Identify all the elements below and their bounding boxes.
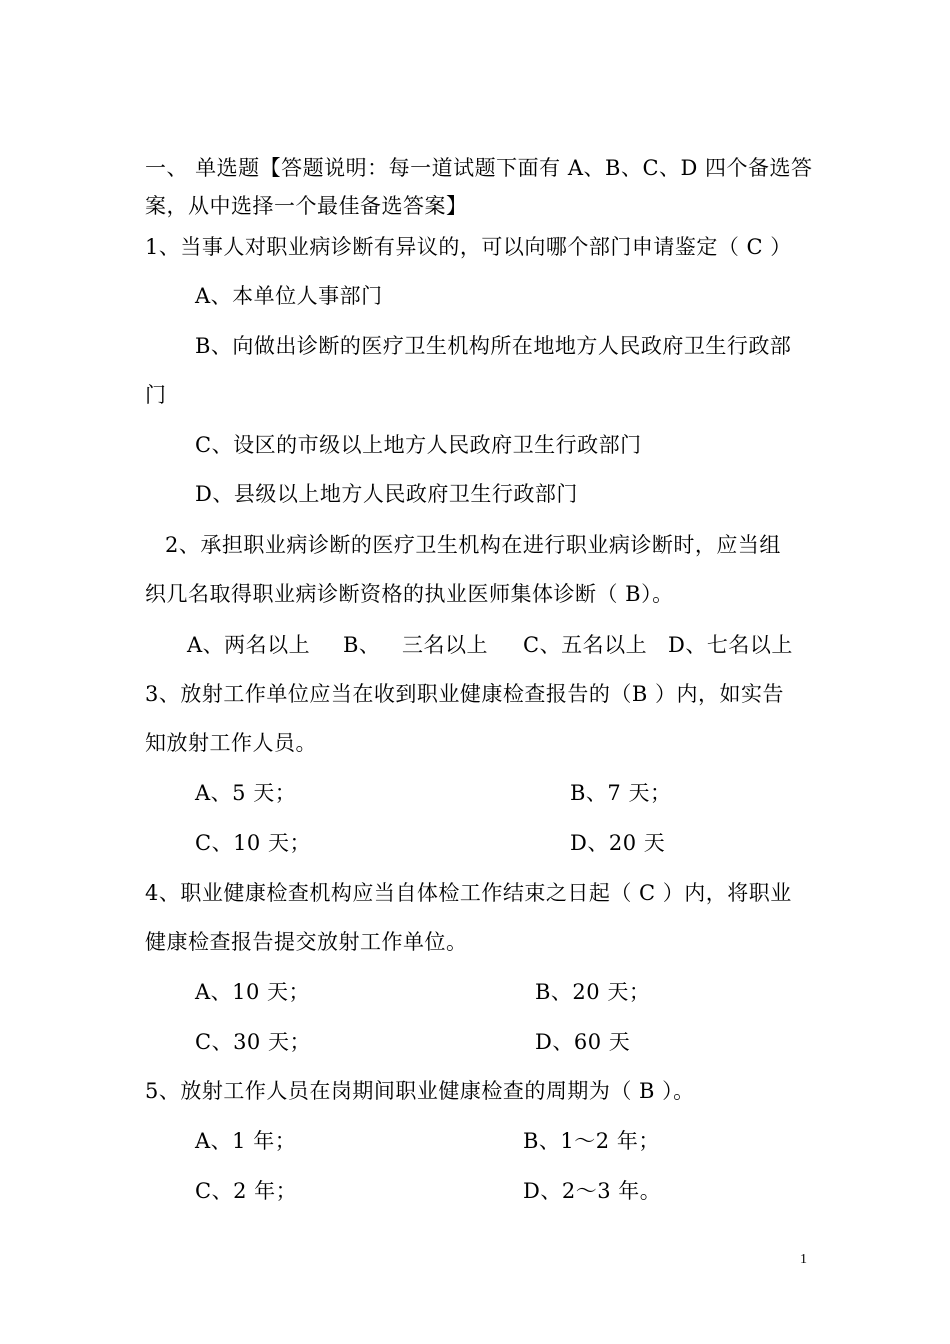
question-3-option-d: D、20 天	[570, 831, 666, 855]
question-1-option-b: B、向做出诊断的医疗卫生机构所在地地方人民政府卫生行政部	[195, 334, 792, 358]
question-2-option-b-text: 三名以上	[402, 633, 488, 657]
question-1-option-c: C、设区的市级以上地方人民政府卫生行政部门	[195, 433, 642, 457]
question-5-option-d: D、2～3 年。	[523, 1179, 662, 1203]
question-4-option-a: A、10 天；	[195, 980, 311, 1004]
question-1-option-b-continued: 门	[145, 383, 167, 407]
question-3-option-c: C、10 天；	[195, 831, 311, 855]
question-2-option-c: C、五名以上	[523, 633, 648, 657]
question-2-option-a: A、两名以上	[187, 633, 311, 657]
question-2-option-d: D、七名以上	[668, 633, 793, 657]
question-5-option-b: B、1～2 年；	[523, 1129, 660, 1153]
question-4-stem-line-2: 健康检查报告提交放射工作单位。	[145, 930, 468, 954]
section-heading-line-1: 一、 单选题【答题说明：每一道试题下面有 A、B、C、D 四个备选答	[145, 156, 813, 180]
question-3-option-b: B、7 天；	[570, 781, 672, 805]
question-4-option-d: D、60 天	[535, 1030, 631, 1054]
section-heading-line-2: 案，从中选择一个最佳备选答案】	[145, 194, 468, 218]
question-5-option-a: A、1 年；	[195, 1129, 297, 1153]
question-5-stem: 5、放射工作人员在岗期间职业健康检查的周期为（ B ）。	[145, 1079, 695, 1103]
question-2-stem-line-2: 织几名取得职业病诊断资格的执业医师集体诊断（ B）。	[145, 582, 674, 606]
question-2-stem-line-1: 2、承担职业病诊断的医疗卫生机构在进行职业病诊断时，应当组	[165, 533, 781, 557]
question-3-stem-line-1: 3、放射工作单位应当在收到职业健康检查报告的（B ）内，如实告	[145, 682, 784, 706]
page-number: 1	[800, 1252, 807, 1267]
question-3-option-a: A、5 天；	[195, 781, 297, 805]
question-3-stem-line-2: 知放射工作人员。	[145, 731, 317, 755]
question-4-option-c: C、30 天；	[195, 1030, 311, 1054]
question-5-option-c: C、2 年；	[195, 1179, 298, 1203]
question-2-option-b-letter: B、	[343, 633, 381, 657]
question-4-option-b: B、20 天；	[535, 980, 651, 1004]
question-1-option-d: D、县级以上地方人民政府卫生行政部门	[195, 482, 578, 506]
question-4-stem-line-1: 4、职业健康检查机构应当自体检工作结束之日起（ C ）内，将职业	[145, 881, 792, 905]
question-1-stem: 1、当事人对职业病诊断有异议的，可以向哪个部门申请鉴定（ C ）	[145, 235, 792, 259]
question-1-option-a: A、本单位人事部门	[195, 284, 383, 308]
